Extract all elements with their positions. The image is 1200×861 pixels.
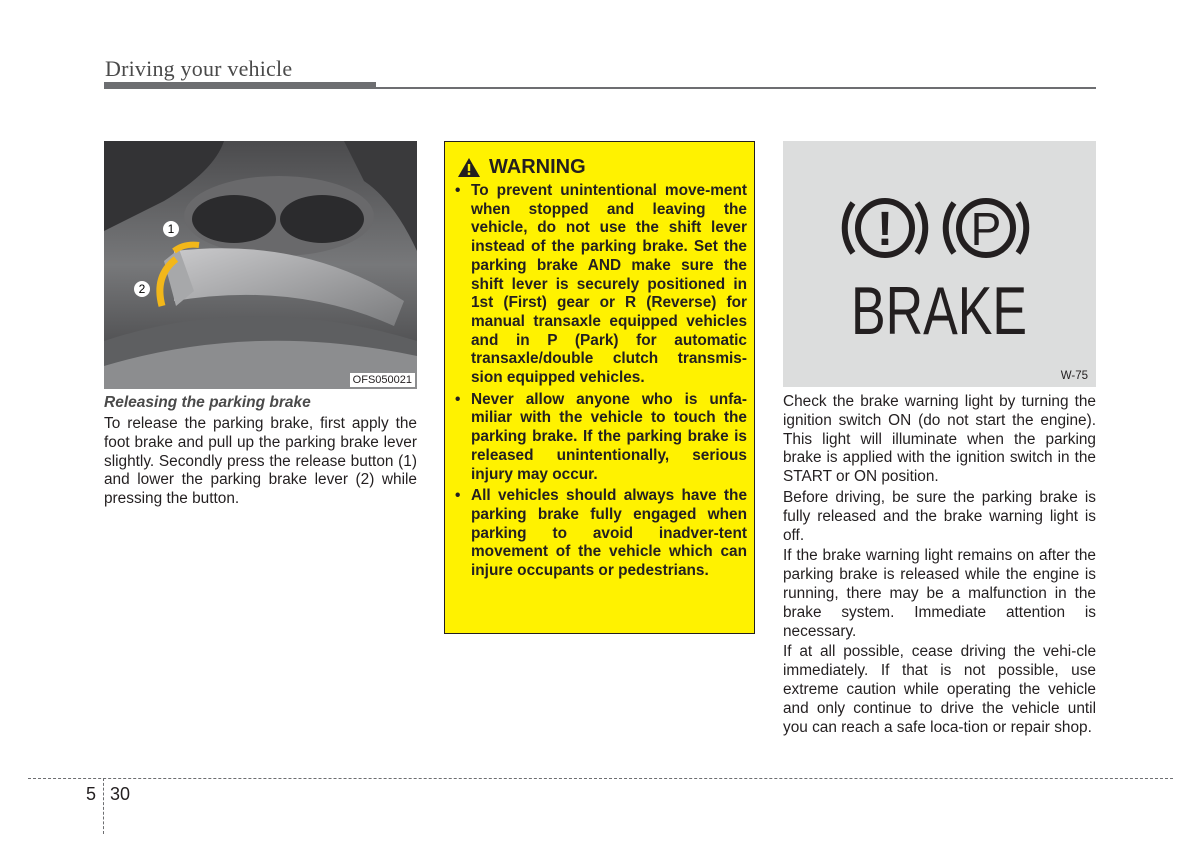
bullet: •	[455, 487, 461, 505]
indicator-code: W-75	[1060, 370, 1088, 382]
paragraph: Before driving, be sure the parking brake is fully released and the brake warning light is off.	[783, 488, 1096, 544]
header-rule-thin	[376, 87, 1096, 89]
warning-box	[444, 141, 755, 634]
warning-item: • To prevent unintentional move-ment when stopped and leaving the vehicle, do not use the shift lever instead of the parking brake. Set the parking brake AND make sure the shift lever is securely positioned in 1st (First) gear or R (Reverse) for manual transaxle equipped vehicles and in P (Park) for automatic transaxle/double clutch transmis-sion equipped vehicles.	[455, 182, 747, 387]
parking-p-circle-icon	[946, 201, 1027, 255]
brake-indicator-panel	[783, 141, 1096, 387]
warning-list	[455, 182, 747, 584]
release-instructions: To release the parking brake, first apply the foot brake and pull up the parking brake lever slightly. Secondly press the release button (1) and lower the parking brake lever (2) while pressing the button.	[104, 415, 417, 508]
warning-header	[457, 156, 586, 179]
paragraph: Check the brake warning light by turning the ignition switch ON (do not start the engine). This light will illuminate when the parking brake is applied with the ignition switch in the START or ON position.	[783, 393, 1096, 486]
bullet: •	[455, 390, 461, 408]
footer-divider	[103, 778, 104, 834]
right-column-text	[783, 393, 1096, 739]
brake-label: BRAKE	[851, 273, 1027, 349]
exclamation-circle-icon	[845, 201, 926, 256]
photo-caption: Releasing the parking brake	[104, 394, 311, 411]
callout-2: 2	[138, 282, 146, 296]
section-title: Driving your vehicle	[105, 56, 293, 81]
exclamation-symbol: !	[877, 203, 893, 256]
footer-rule	[28, 778, 1173, 779]
warning-item: • Never allow anyone who is unfa-miliar with the vehicle to touch the parking brake. If the parking brake is released unintentionally, serious injury may occur.	[455, 390, 747, 483]
chapter-number: 5	[86, 784, 97, 804]
paragraph: If the brake warning light remains on after the parking brake is released while the engine is running, there may be a malfunction in the brake system. Immediate attention is necessary.	[783, 547, 1096, 640]
parking-brake-photo	[104, 141, 417, 389]
warning-item: • All vehicles should always have the parking brake fully engaged when parking to avoid inadver-tent movement of the vehicle which can injure occupants or pedestrians.	[455, 487, 747, 580]
callout-1: 1	[167, 222, 175, 236]
warning-triangle-icon	[457, 157, 481, 178]
parking-symbol: P	[970, 203, 1002, 255]
page-number: 30	[110, 784, 131, 804]
bullet: •	[455, 182, 461, 199]
photo-code: OFS050021	[350, 373, 415, 387]
warning-title: WARNING	[489, 156, 586, 178]
paragraph: If at all possible, cease driving the vehi-cle immediately. If that is not possible, use extreme caution while operating the vehicle and only continue to drive the vehicle until you can reach a safe loca-tion or repair shop.	[783, 643, 1096, 736]
header-rule-thick	[104, 82, 376, 89]
